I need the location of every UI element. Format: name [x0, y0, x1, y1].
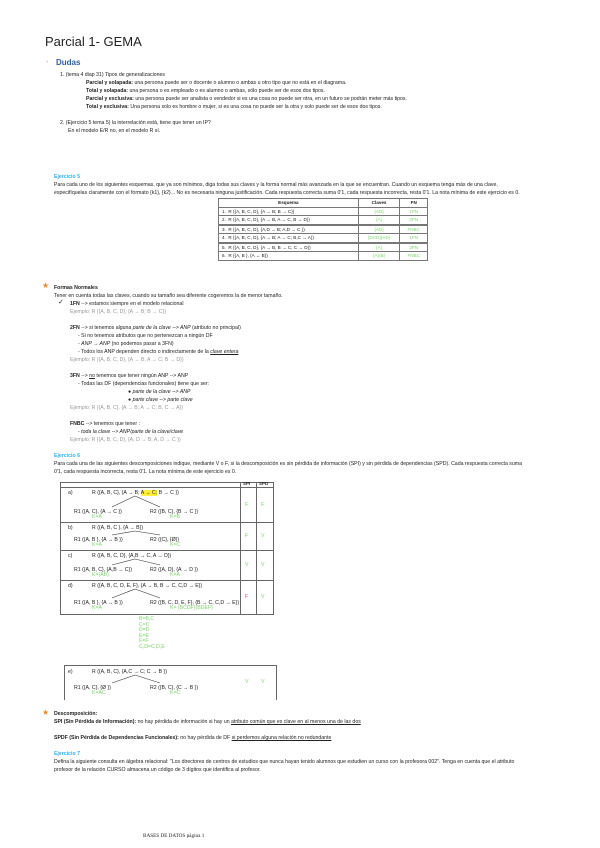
formas-normales-heading: Formas Normales [54, 285, 98, 291]
r1-key: K=AC [92, 690, 106, 696]
decomposition-arrows [0, 550, 600, 580]
fnbc-example: Ejemplo: R ({A, B, C, D}, {A, D → B; A, D → C }) [70, 437, 181, 443]
claves-cell: {A}{B} [358, 252, 400, 261]
spi-answer: F [245, 501, 249, 508]
page-footer: BASES DE DATOS página 1 [143, 833, 205, 839]
table-row [219, 243, 428, 252]
fn-cell: 2FN [400, 243, 428, 252]
ej6-closure-notes: B=B,C C=C D=D E=E F=F C,D=C,D,E [139, 616, 165, 650]
r1-relation: R1 ({A, C}, {A → C }) [74, 509, 122, 515]
ej6-text-1: Para cada una de las siguientes descomposiciones indique, mediante V o F, si la descomposición es sin pérdida de información (SPI) y sin pérdida de dependencias (SPD). Cada respuesta correcta suma [54, 461, 522, 467]
row-id: a) [68, 490, 73, 496]
fn3-example: Ejemplo: R ({A, B, C}, {A → B; A → C; B, C → A}) [70, 405, 184, 411]
esquema-cell: 2. R ({A, B, C, D}, {A → B, A → C, B → D}) [219, 216, 359, 225]
r2-relation: R2 ({B, C}, {B → C }) [150, 509, 199, 515]
r1-key: K=(AB) [92, 572, 109, 578]
fn-cell: 1FN [400, 234, 428, 243]
duda-1: 1. (tema 4 diap 31) Tipos de generalizaciones [60, 72, 165, 78]
table-row [219, 252, 428, 261]
r2-relation: R2 ({A, D}, {A → D }) [150, 567, 198, 573]
descomposicion-heading: Descomposición: [54, 711, 98, 717]
spdf-definition: SPDF (Sin Pérdida de Dependencias Funcionales): no hay pérdida de DF si perdemos alguna relación no redundante [54, 735, 332, 741]
star-icon: ★ [42, 281, 50, 290]
star-icon: ★ [42, 708, 50, 717]
fn-cell: 1FN [400, 207, 428, 216]
r2-key: K= {BCDF}{BDEF} [170, 605, 213, 611]
r1-relation: R1 ({A, C}, {Ø }) [74, 685, 111, 691]
decomposition-arrows [0, 666, 600, 698]
fn3-bullet-2: ● parte clave --> parte clave [128, 397, 193, 403]
fn2: 2FN --> si tenemos alguna parte de la clave --> ANP (atributo no principal) [70, 325, 241, 331]
row-id: b) [68, 525, 73, 531]
spd-answer: V [261, 533, 265, 539]
fn2-line-1: - Si no tenemos atributos que no pertenezcan a ningún DF [78, 333, 213, 339]
esquema-cell: 4. R ({A, B, C, D}, {A → B; A → C; B,C → A}) [219, 234, 359, 243]
table-row [219, 225, 428, 234]
table-row [219, 234, 428, 243]
r1-key: K=A [92, 605, 102, 611]
claves-cell: {A} [358, 216, 400, 225]
checkmark-icon: ✓ [58, 299, 64, 306]
r2-key: K=B [170, 514, 180, 520]
fn3-line-1: - Todas las DF (dependencias funcionales) tiene que ser: [78, 381, 210, 387]
r2-relation: R2 ({B, C, D, E, F}, {B → C, C,D → E}) [150, 600, 240, 606]
fn1: 1FN --> estamos siempre en el modelo relacional [70, 301, 184, 307]
spd-answer: V [261, 562, 265, 568]
claves-cell: {AD} [358, 207, 400, 216]
ejercicio-6-heading: Ejercicio 6 [54, 453, 80, 459]
row-id: c) [68, 553, 73, 559]
ejercicio-5-heading: Ejercicio 5 [54, 174, 80, 180]
spi-answer: F [245, 533, 249, 539]
table-row [219, 207, 428, 216]
gen-1: Parcial y solapada: una persona puede ser o docente o alumno o ambas u otro tipo que no está en el diagrama. [86, 80, 347, 86]
ej5-table: Esquema Claves FN 1. R ({A, B, C, D}, {A → B; B → C}) {AD} 1FN 2. R ({A, B, C, D}, {A → B, A → C, B → D}) {A} 2FN 3. R ({A, B, C, D}, {A,D → B; A,D → C }) {AD} FNBC 4. R ({A, B, C, D}, {A → B; A → C; B,C → A}) {DCD}{AD} 1FN 5. R ({A, B, C, D}, {A → B, B → C, C → D}) {A} 2FN 6. R ({A, B }, {A ↔ B}) {A}{B} FNBC [218, 198, 428, 261]
gen-4: Total y exclusiva: Una persona solo es hombre o mujer, si es una cosa no puede ser la otra y solo puede ser de esos dos tipos. [86, 104, 382, 110]
esquema-cell: 3. R ({A, B, C, D}, {A,D → B; A,D → C }) [219, 225, 359, 234]
claves-cell: {AD} [358, 225, 400, 234]
claves-cell: {A} [358, 243, 400, 252]
dudas-heading: Dudas [56, 58, 81, 67]
decomposition-arrows [0, 580, 600, 613]
fn2-example: Ejemplo: R ({A, B, C, D}, {A → B; A → C; B → D}) [70, 357, 184, 363]
fn-cell: 2FN [400, 216, 428, 225]
fn-cell: FNBC [400, 252, 428, 261]
row-id: e) [68, 669, 73, 675]
fn-cell: FNBC [400, 225, 428, 234]
fn3: 3FN --> no tenemos que tener ningún ANP --> ANP [70, 373, 189, 379]
relation: R ({A, B, C }, {A → B}) [92, 525, 144, 531]
page-title: Parcial 1- GEMA [45, 34, 142, 49]
fn-intro: Tener en cuenta todas las claves, cuando su tamaño sea diferente cogeremos la de menor tamaño. [54, 293, 283, 299]
fn2-line-3: - Todos los ANP dependen directo o indirectamente de la clave entera [78, 349, 239, 355]
r2-key: K=A [170, 572, 180, 578]
ej5-text-1: Para cada uno de los siguientes esquemas, que ya son mínimos, diga todas sus claves y la forma normal más avanzada en la que se encuentran. Cuando un esquema tenga más de una clave, [54, 182, 498, 188]
gen-2: Total y solapada: una persona o es empleado o es alumno o ambas, sólo puede ser de esos dos tipos. [86, 88, 325, 94]
spd-header: SPD [259, 481, 269, 486]
esquema-cell: 6. R ({A, B }, {A ↔ B}) [219, 252, 359, 261]
relation: R ({A, B, C}, {A → B; A → C; B → C }) [92, 490, 179, 496]
fn3-bullet-1: ● parte de la clave --> ANP [128, 389, 191, 395]
ej5-text-2: especifíquelas claramente con el formato {k1}, {k2}... No es necesaria ninguna justificación. Cada respuesta correcta suma 0'1, cada respuesta incorrecta, resta 0'1. La nota mínima de este ejercicio es 0. [54, 190, 520, 196]
esquema-cell: 1. R ({A, B, C, D}, {A → B; B → C}) [219, 207, 359, 216]
spd-answer: V [261, 679, 265, 685]
claves-cell: {DCD}{AD} [358, 234, 400, 243]
r1-relation: R1 ({A, B, C}, {A,B → C}) [74, 567, 132, 573]
row-id: d) [68, 583, 73, 589]
spi-answer: V [245, 562, 249, 568]
ej7-text-1: Defina la siguiente consulta en álgebra relacional: "Los directores de centros de estudios que nunca hayan tenido alumnos que estudien un curso con la profesora 002". Tenga en cuenta que el atributo [54, 759, 515, 765]
r1-key: K=A [92, 514, 102, 520]
r1-relation: R1 ({A, B }, {A → B }) [74, 600, 123, 606]
esquema-cell: 5. R ({A, B, C, D}, {A → B, B → C, C → D}) [219, 243, 359, 252]
relation: R ({A, B, C, D}, {A,B → C, A → D}) [92, 553, 172, 559]
r2-key: K=C [170, 690, 181, 696]
spi-answer: V [245, 679, 249, 685]
decomposition-arrows [0, 487, 600, 522]
table-row [219, 216, 428, 225]
r2-relation: R2 ({B, C}, {C → B }) [150, 685, 199, 691]
r1-relation: R1 ({A, B }, {A → B }) [74, 537, 123, 543]
duda-2-answer: En el modelo E/R no, en el modelo R sí. [68, 128, 161, 134]
spi-answer: F [245, 593, 249, 600]
question-tag-icon: ⁺ [46, 60, 49, 66]
duda-2: 2. (Ejercicio 5 tema 5) la interrelación está, tiene que tener un IP? [60, 120, 211, 126]
ej6-text-2: 0'1, cada respuesta incorrecta, resta 0'1. La nota mínima de este ejercicio es 0. [54, 469, 237, 475]
spi-header: SPI [243, 481, 251, 486]
relation: R ({A, B, C, D, E, F}, {A → B, B → C, C,D → E}) [92, 583, 203, 589]
spi-definition: SPI (Sin Pérdida de Información): no hay pérdida de información si hay un atributo común que es clave en al menos una de las dos [54, 719, 361, 725]
relation: R ({A, B, C}, {A,C → C; C → B }) [92, 669, 167, 675]
r2-key: K=C [170, 542, 181, 548]
fn2-line-2: - ANP → ANP (no podemos pasar a 3FN) [78, 341, 174, 347]
r2-relation: R2 ({C}, {Ø}) [150, 537, 180, 543]
fnbc: FNBC --> tenemos que tener : [70, 421, 140, 427]
fn1-example: Ejemplo: R ({A, B, C, D}, {A → B; B → C}) [70, 309, 167, 315]
ejercicio-7-heading: Ejercicio 7 [54, 751, 80, 757]
spd-answer: F [261, 501, 265, 508]
gen-3: Parcial y exclusiva: una persona puede ser analista o vendedor si es una cosa no puede ser otra, en un futuro se podrán meter más tipos. [86, 96, 407, 102]
fnbc-line-1: - toda la clave --> ANP/parte de la clave/clave [78, 429, 184, 435]
r1-key: K=A [92, 542, 102, 548]
spd-answer: V [261, 593, 265, 600]
ej7-text-2: profesor de la relación CURSO almacena un código de 3 dígitos que identifica al profesor. [54, 767, 261, 773]
